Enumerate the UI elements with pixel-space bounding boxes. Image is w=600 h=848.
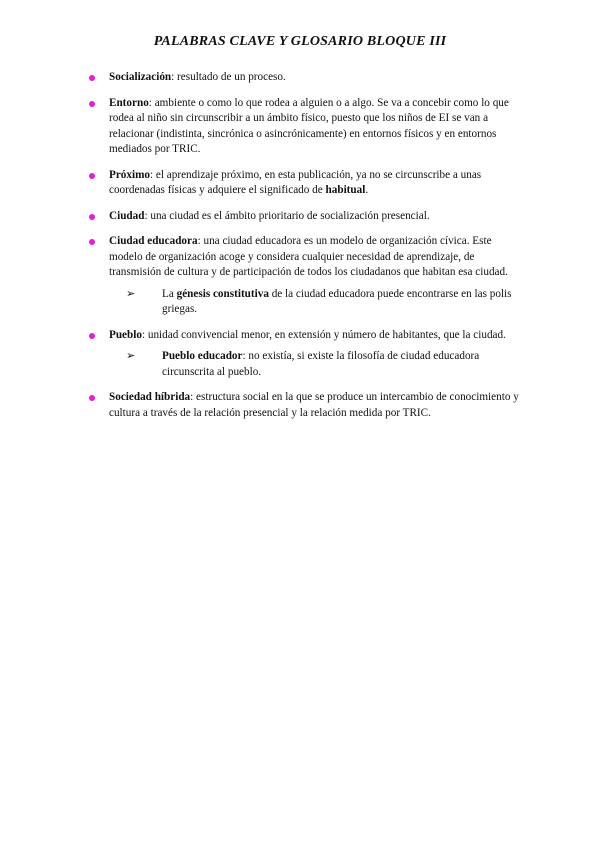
definition: : ambiente o como lo que rodea a alguien o a algo. Se va a concebir como lo que rodea al niño sin circunscribir a un ámbito físico, puesto que los niños de EI se van a relacionar (indistinta, sincrónica o asincrónicamente) en entornos físicos y en entornos mediados por TRIC. [109, 96, 509, 155]
sub-prefix: La [162, 287, 177, 300]
term: Pueblo [109, 328, 142, 341]
sub-term: Pueblo educador [162, 350, 243, 362]
bullet-icon [89, 395, 95, 401]
sub-definition: de la ciudad educadora puede encontrarse en las polis griegas. [162, 287, 512, 315]
term: Próximo [109, 168, 151, 181]
glossary-list [88, 70, 523, 431]
sub-definition: : no existía, si existe la filosofía de ciudad educadora circunscrita al pueblo. [162, 350, 480, 378]
list-item [88, 168, 523, 199]
sub-list-item [126, 287, 523, 318]
sub-list-item [126, 349, 523, 380]
bullet-icon [89, 214, 95, 220]
bullet-icon [89, 101, 95, 107]
sub-term: génesis constitutiva [176, 287, 269, 300]
term: Sociedad híbrida [109, 391, 191, 403]
arrowhead-icon: ➢ [126, 350, 136, 362]
sub-list [109, 287, 523, 318]
bullet-icon [89, 333, 95, 339]
bullet-icon [89, 239, 95, 245]
list-item [88, 209, 523, 225]
term: Socialización [109, 71, 172, 83]
arrowhead-icon: ➢ [126, 287, 136, 300]
term: Entorno [109, 96, 149, 109]
list-item [88, 70, 523, 86]
term: Ciudad [109, 209, 145, 222]
definition: : el aprendizaje próximo, en esta publicación, ya no se circunscribe a unas coordenadas físicas y adquiere el significado de [109, 168, 482, 196]
sub-list [109, 349, 523, 380]
bullet-icon [89, 75, 95, 81]
term: Ciudad educadora [109, 235, 198, 247]
emphasis: habitual [325, 184, 366, 196]
definition: : unidad convivencial menor, en extensión y número de habitantes, que la ciudad. [141, 328, 506, 341]
definition: : una ciudad es el ámbito prioritario de socialización presencial. [144, 209, 430, 222]
definition: : estructura social en la que se produce un intercambio de conocimiento y cultura a través de la relación presencial y la relación medida por TRIC. [109, 391, 519, 419]
list-item [88, 96, 523, 158]
bullet-icon [89, 173, 95, 179]
list-item [88, 328, 523, 381]
period: . [365, 184, 369, 196]
list-item [88, 390, 523, 421]
definition: : una ciudad educadora es un modelo de organización cívica. Este modelo de organización acoge y considera cualquier necesidad de aprendizaje, de transmisión de cultura y de participación de todos los ciudadanos que habitan esa ciudad. [109, 235, 508, 278]
definition: : resultado de un proceso. [171, 71, 286, 83]
page-title: PALABRAS CLAVE Y GLOSARIO BLOQUE III [153, 34, 447, 49]
list-item [88, 234, 523, 318]
